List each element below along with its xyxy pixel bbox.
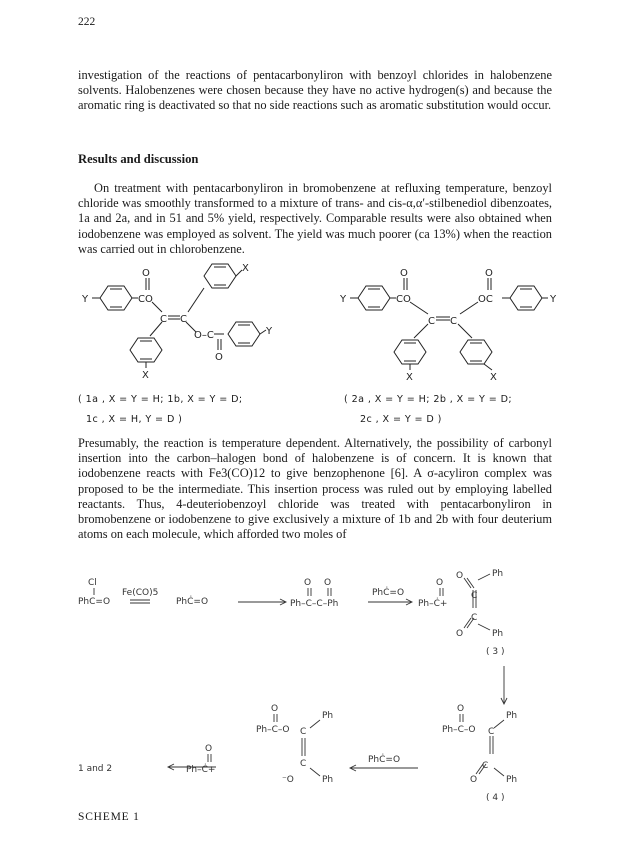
vinyl-carbon-left-label: C [428, 316, 435, 327]
mid-ester-label: Ph–C–O [256, 725, 290, 735]
caption-right-line1: ( 2a , X = Y = H; 2b , X = Y = D; [344, 394, 512, 405]
reagent-label: Fe(CO)5 [122, 588, 159, 598]
c4-oxygen-bottom: O [470, 775, 478, 785]
chlorine-label: Cl [88, 578, 97, 588]
structure-1-figure [80, 262, 300, 388]
mechanism-paragraph: Presumably, the reaction is temperature dependent. Alternatively, the possibility of carbonyl insertion into the carbon–halogen bond of halobenzene is of concern. It is known that iodobenzene reacts with Fe3(CO)12 to give benzophenone [6]. A σ-acyliron complex was proposed to be the intermediate. This insertion process was ruled out by employing labelled reactants. Thus, 4-deuteriobenzoyl chloride was treated with pentacarbonyliron in bromobenzene or iodobenzene to give exclusively a mixture of 1b and 2b with four deuterium atoms on each molecule, which afforded two moles of [78, 436, 552, 542]
c3-oxygen-top: O [456, 571, 464, 581]
caption-left-line1: ( 1a , X = Y = H; 1b, X = Y = D; [78, 394, 243, 405]
benzoyl-radical-label: PhĊ=O [176, 597, 209, 607]
mid-phenyl-bottom: Ph [322, 775, 334, 785]
acylium-top-label: Ph–Ċ+ [418, 599, 448, 609]
c4-carbon-bottom: C [482, 761, 489, 771]
mid-carbon-bottom: C [300, 759, 307, 769]
intro-paragraph: investigation of the reactions of pentacarbonyliron with benzoyl chlorides in halobenzene solvents. Halobenzenes were chosen because they have no active hydrogen(s) and because the aromatic ring is deactivated so that no side reactions such as aromatic substitution would occur. [78, 68, 552, 113]
ester-oxygen-carbon-label: O–C [194, 330, 214, 341]
c3-phenyl-top: Ph [492, 569, 504, 579]
mid-phenyl-top: Ph [322, 711, 334, 721]
c4-phenyl-top: Ph [506, 711, 518, 721]
benzil-label: Ph–C–C–Ph [290, 599, 339, 609]
c3-carbon-bottom: C [471, 613, 478, 623]
carbonyl-oxygen-right: O [485, 268, 493, 279]
substituent-x-lower: X [142, 370, 149, 381]
c3-carbon-top: C [471, 591, 478, 601]
structure-2-figure [338, 262, 568, 388]
ester-oc-label: OC [478, 294, 493, 305]
carbonyl-co-label: CO [138, 294, 153, 305]
c4-carbon-top: C [488, 727, 495, 737]
radical-reagent-bottom: PhĊ=O [368, 755, 401, 765]
substituent-x-right: X [490, 372, 497, 383]
acylium-oxygen-top: O [436, 578, 444, 588]
ester-carbonyl-oxygen-label: O [215, 352, 223, 363]
compound-4-label: ( 4 ) [486, 793, 505, 803]
carbonyl-oxygen-label: O [142, 268, 150, 279]
substituent-x-left: X [406, 372, 413, 383]
substituent-y-right: Y [550, 294, 557, 305]
vinyl-carbon-right-label: C [450, 316, 457, 327]
carbonyl-oxygen-left: O [400, 268, 408, 279]
section-heading: Results and discussion [78, 152, 199, 166]
radical-reagent-top: PhĊ=O [372, 588, 405, 598]
substituent-y-right: Y [266, 326, 273, 337]
caption-right-line2: 2c , X = Y = D ) [360, 414, 442, 425]
c4-oxygen-top: O [457, 704, 465, 714]
acylium-bottom-label: Ph–Ċ+ [186, 765, 216, 775]
diketone-oxygen-right: O [324, 578, 332, 588]
products-label: 1 and 2 [78, 764, 113, 774]
vinyl-carbon-left-label: C [160, 314, 167, 325]
page-number: 222 [78, 16, 96, 28]
substituent-y-left: Y [340, 294, 347, 305]
carbonyl-co-label: CO [396, 294, 411, 305]
vinyl-carbon-right-label: C [180, 314, 187, 325]
c4-phenyl-bottom: Ph [506, 775, 518, 785]
mid-oxygen-top: O [271, 704, 279, 714]
diketone-oxygen-left: O [304, 578, 312, 588]
c3-phenyl-bottom: Ph [492, 629, 504, 639]
scheme-1-figure [78, 568, 578, 808]
substituent-x-upper: X [242, 263, 249, 274]
acylium-oxygen-bottom: O [205, 744, 213, 754]
substituent-y-left: Y [82, 294, 89, 305]
compound-3-label: ( 3 ) [486, 647, 505, 657]
mid-carbon-top: C [300, 727, 307, 737]
results-paragraph: On treatment with pentacarbonyliron in bromobenzene at refluxing temperature, benzoyl chloride was smoothly transformed to a mixture of trans- and cis-α,α′-stilbenediol dibenzoates, 1a and 2a, and in 51 and 5% yield, respectively. Comparable results were also obtained when iodobenzene was employed as solvent. The yield was much poorer (ca 13%) when the reaction was carried out in chlorobenzene. [78, 181, 552, 256]
mid-oxide-label: ⁻O [282, 775, 294, 785]
benzoyl-chloride-label: PhC=O [78, 597, 111, 607]
caption-left-line2: 1c , X = H, Y = D ) [86, 414, 183, 425]
c3-oxygen-bottom: O [456, 629, 464, 639]
scheme-label: SCHEME 1 [78, 811, 140, 823]
c4-ester-label: Ph–C–O [442, 725, 476, 735]
